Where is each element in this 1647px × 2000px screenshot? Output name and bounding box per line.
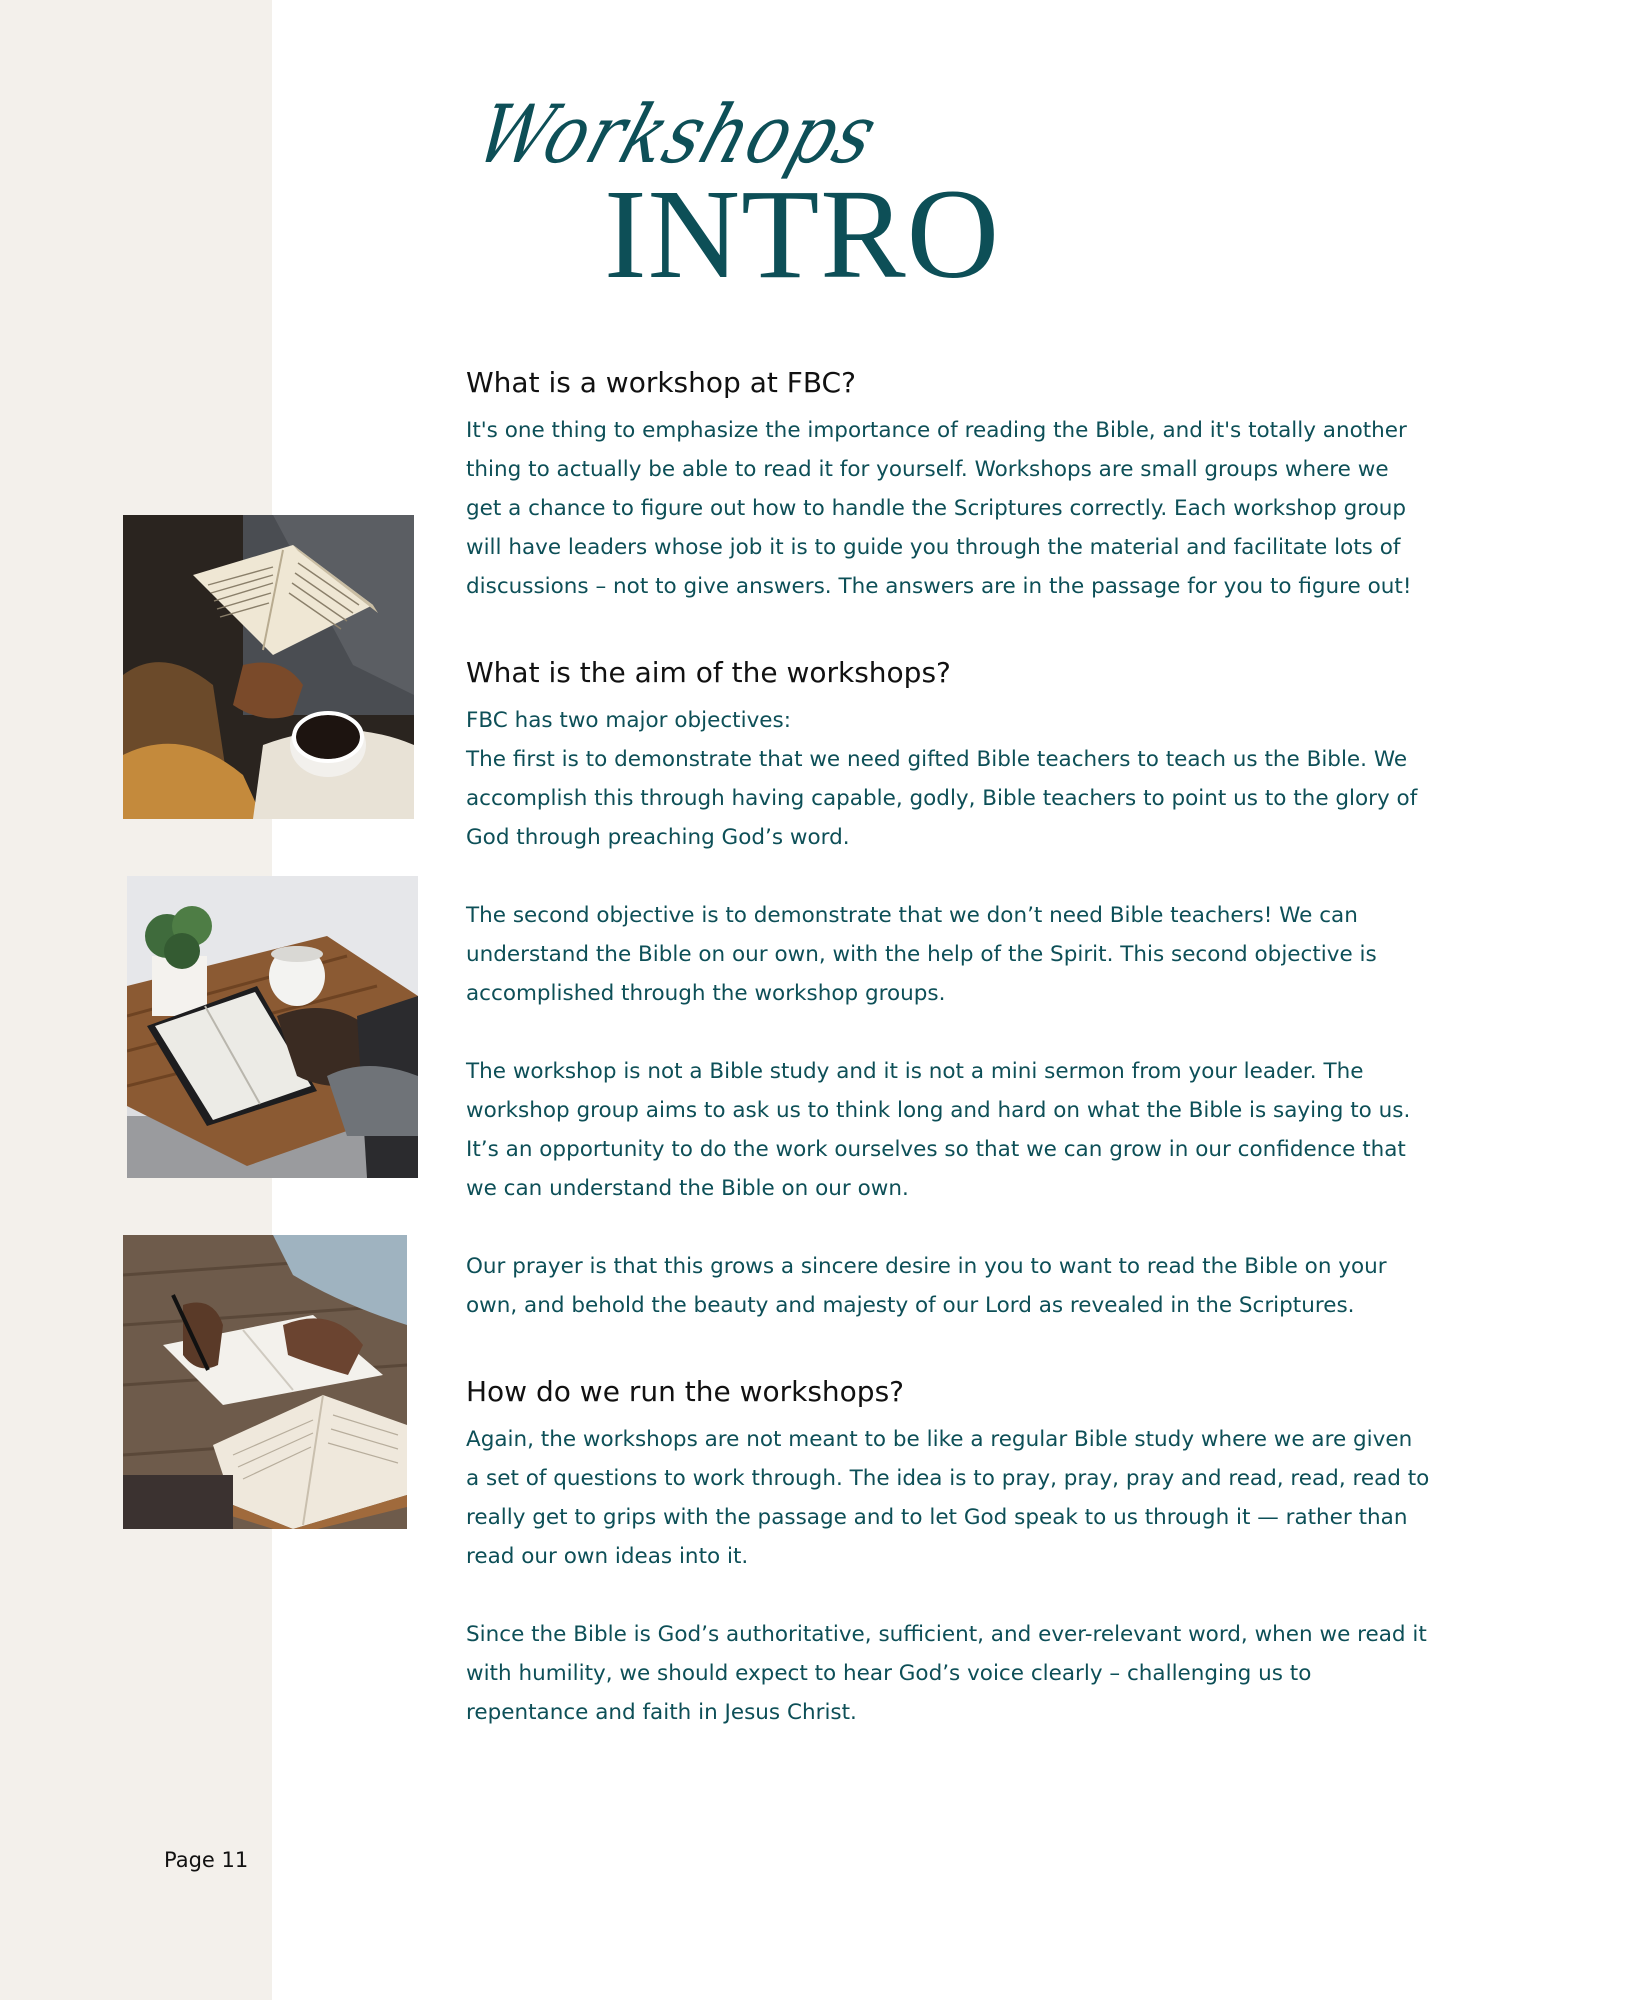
- section-paragraph: Since the Bible is God’s authoritative, sufficient, and ever-relevant word, when we read it with humility, we should expect to hear God’s voice clearly – challenging us to repentance and faith in Jesus Christ.: [466, 1622, 1427, 1725]
- photo-bible-on-table-with-plant: [127, 876, 418, 1178]
- section-paragraph: Our prayer is that this grows a sincere desire in you to want to read the Bible on your own, and behold the beauty and majesty of our Lord as revealed in the Scriptures.: [466, 1254, 1387, 1318]
- section-paragraph: The workshop is not a Bible study and it is not a mini sermon from your leader. The workshop group aims to ask us to think long and hard on what the Bible is saying to us. It’s an opportunity to do the work ourselves so that we can grow in our confidence that we can understand the Bible on our own.: [466, 1059, 1411, 1201]
- section-paragraph: FBC has two major objectives: The first is to demonstrate that we need gifted Bible teachers to teach us the Bible. We accomplish this through having capable, godly, Bible teachers to point us to the glory of God through preaching God’s word.: [466, 708, 1418, 850]
- section-aim-of-workshops: [466, 656, 1486, 1325]
- page-title: INTRO: [604, 163, 1001, 305]
- section-heading: What is a workshop at FBC?: [466, 366, 856, 399]
- photo-writing-notes-with-bible: [123, 1235, 407, 1529]
- section-paragraph: It's one thing to emphasize the importance of reading the Bible, and it's totally another thing to actually be able to read it for yourself. Workshops are small groups where we get a chance to figure out how to handle the Scriptures correctly. Each workshop group will have leaders whose job it is to guide you through the material and facilitate lots of discussions – not to give answers. The answers are in the passage for you to figure out!: [466, 418, 1412, 599]
- photo-reading-bible-with-coffee: [123, 515, 414, 819]
- section-heading: What is the aim of the workshops?: [466, 656, 951, 689]
- section-how-we-run: [466, 1375, 1486, 1732]
- script-title: Workshops: [465, 88, 890, 181]
- section-heading: How do we run the workshops?: [466, 1375, 905, 1408]
- section-paragraph: The second objective is to demonstrate that we don’t need Bible teachers! We can understand the Bible on our own, with the help of the Spirit. This second objective is accomplished through the workshop groups.: [466, 903, 1377, 1006]
- section-paragraph: Again, the workshops are not meant to be like a regular Bible study where we are given a set of questions to work through. The idea is to pray, pray, pray and read, read, read to really get to grips with the passage and to let God speak to us through it — rather than read our own ideas into it.: [466, 1427, 1430, 1569]
- content-column: [466, 366, 1486, 1732]
- page-number: Page 11: [164, 1848, 249, 1872]
- section-what-is-workshop: [466, 366, 1486, 606]
